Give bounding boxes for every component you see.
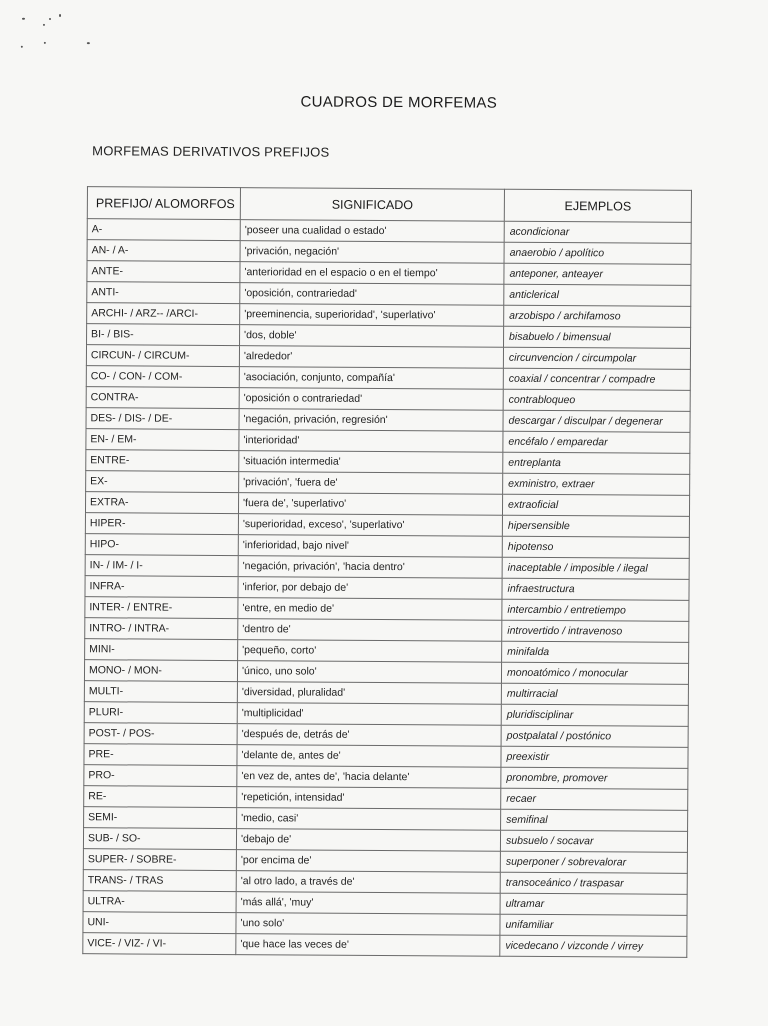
ejemplos-cell: intercambio / entretiempo <box>502 599 689 621</box>
ejemplos-cell: recaer <box>501 788 688 810</box>
ejemplos-cell: encéfalo / emparedar <box>503 431 690 453</box>
prefijo-cell: RE- <box>84 786 237 808</box>
prefijo-cell: TRANS- / TRAS <box>83 870 236 892</box>
significado-cell: 'anterioridad en el espacio o en el tiempo' <box>240 262 504 285</box>
significado-cell: 'al otro lado, a través de' <box>236 871 500 894</box>
prefijo-cell: ANTI- <box>87 282 240 304</box>
ejemplos-cell: transoceánico / traspasar <box>500 872 687 894</box>
prefijo-cell: CO- / CON- / COM- <box>86 366 239 388</box>
ejemplos-cell: anticlerical <box>504 284 691 306</box>
ejemplos-cell: infraestructura <box>502 578 689 600</box>
prefijo-cell: SUB- / SO- <box>83 828 236 850</box>
ejemplos-cell: superponer / sobrevalorar <box>500 851 687 873</box>
ejemplos-cell: ultramar <box>500 893 687 915</box>
significado-cell: 'preeminencia, superioridad', 'superlativo' <box>240 304 504 327</box>
prefijo-cell: INTER- / ENTRE- <box>85 597 238 619</box>
ejemplos-cell: vicedecano / vizconde / virrey <box>500 935 687 957</box>
prefijo-cell: VICE- / VIZ- / VI- <box>83 933 236 955</box>
ejemplos-cell: postpalatal / postónico <box>501 725 688 747</box>
prefijo-cell: IN- / IM- / I- <box>85 555 238 577</box>
significado-cell: 'único, uno solo' <box>237 661 501 684</box>
significado-cell: 'fuera de', 'superlativo' <box>238 493 502 516</box>
prefijo-cell: CONTRA- <box>86 387 239 409</box>
prefijo-cell: POST- / POS- <box>84 723 237 745</box>
ejemplos-cell: unifamiliar <box>500 914 687 936</box>
significado-cell: 'oposición o contrariedad' <box>239 388 503 411</box>
significado-cell: 'superioridad, exceso', 'superlativo' <box>238 514 502 537</box>
prefijo-cell: DES- / DIS- / DE- <box>86 408 239 430</box>
significado-cell: 'situación intermedia' <box>239 451 503 474</box>
significado-cell: 'debajo de' <box>236 829 500 852</box>
prefijo-cell: BI- / BIS- <box>87 324 240 346</box>
ejemplos-cell: extraoficial <box>502 494 689 516</box>
ejemplos-cell: entreplanta <box>503 452 690 474</box>
significado-cell: 'poseer una cualidad o estado' <box>240 220 504 243</box>
document-subtitle: MORFEMAS DERIVATIVOS PREFIJOS <box>92 143 330 160</box>
prefijo-cell: ARCHI- / ARZ-- /ARCI- <box>87 303 240 325</box>
table-header-row <box>87 187 691 223</box>
prefijo-cell: EXTRA- <box>85 492 238 514</box>
table-body <box>83 219 691 958</box>
prefijo-cell: ANTE- <box>87 261 240 283</box>
significado-cell: 'multiplicidad' <box>237 703 501 726</box>
prefijo-cell: A- <box>87 219 240 241</box>
ejemplos-cell: multirracial <box>501 683 688 705</box>
prefijo-cell: PRO- <box>84 765 237 787</box>
ejemplos-cell: pronombre, promover <box>501 767 688 789</box>
significado-cell: 'que hace las veces de' <box>236 934 500 957</box>
ejemplos-cell: arzobispo / archifamoso <box>504 305 691 327</box>
significado-cell: 'medio, casi' <box>237 808 501 831</box>
prefijo-cell: MONO- / MON- <box>84 660 237 682</box>
significado-cell: 'diversidad, pluralidad' <box>237 682 501 705</box>
ejemplos-cell: preexistir <box>501 746 688 768</box>
prefijo-cell: INFRA- <box>85 576 238 598</box>
prefijo-cell: ULTRA- <box>83 891 236 913</box>
morpheme-table <box>82 186 692 958</box>
significado-cell: 'por encima de' <box>236 850 500 873</box>
header-ejemplos: EJEMPLOS <box>504 189 691 222</box>
significado-cell: 'delante de, antes de' <box>237 745 501 768</box>
ejemplos-cell: semifinal <box>501 809 688 831</box>
table-row <box>83 933 687 958</box>
ejemplos-cell: pluridisciplinar <box>501 704 688 726</box>
ejemplos-cell: introvertido / intravenoso <box>502 620 689 642</box>
ejemplos-cell: acondicionar <box>504 221 691 243</box>
significado-cell: 'uno solo' <box>236 913 500 936</box>
prefijo-cell: PLURI- <box>84 702 237 724</box>
prefijo-cell: HIPER- <box>85 513 238 535</box>
ejemplos-cell: inaceptable / imposible / ilegal <box>502 557 689 579</box>
ejemplos-cell: contrabloqueo <box>503 389 690 411</box>
prefijo-cell: HIPO- <box>85 534 238 556</box>
significado-cell: 'repetición, intensidad' <box>237 787 501 810</box>
significado-cell: 'asociación, conjunto, compañía' <box>239 367 503 390</box>
significado-cell: 'interioridad' <box>239 430 503 453</box>
header-significado: SIGNIFICADO <box>240 188 504 222</box>
significado-cell: 'oposición, contrariedad' <box>240 283 504 306</box>
significado-cell: 'en vez de, antes de', 'hacia delante' <box>237 766 501 789</box>
prefijo-cell: EX- <box>86 471 239 493</box>
significado-cell: 'más allá', 'muy' <box>236 892 500 915</box>
significado-cell: 'alrededor' <box>239 346 503 369</box>
ejemplos-cell: subsuelo / socavar <box>500 830 687 852</box>
prefijo-cell: MINI- <box>85 639 238 661</box>
ejemplos-cell: bisabuelo / bimensual <box>504 326 691 348</box>
ejemplos-cell: anteponer, anteayer <box>504 263 691 285</box>
significado-cell: 'después de, detrás de' <box>237 724 501 747</box>
ejemplos-cell: minifalda <box>502 641 689 663</box>
significado-cell: 'dos, doble' <box>240 325 504 348</box>
morpheme-table-container <box>82 186 691 958</box>
prefijo-cell: EN- / EM- <box>86 429 239 451</box>
significado-cell: 'privación, negación' <box>240 241 504 264</box>
ejemplos-cell: circunvencion / circumpolar <box>503 347 690 369</box>
prefijo-cell: SEMI- <box>84 807 237 829</box>
ejemplos-cell: coaxial / concentrar / compadre <box>503 368 690 390</box>
header-prefijo: PREFIJO/ ALOMORFOS <box>87 187 240 220</box>
significado-cell: 'negación, privación', 'hacia dentro' <box>238 556 502 579</box>
prefijo-cell: SUPER- / SOBRE- <box>83 849 236 871</box>
prefijo-cell: PRE- <box>84 744 237 766</box>
ejemplos-cell: hipotenso <box>502 536 689 558</box>
significado-cell: 'privación', 'fuera de' <box>239 472 503 495</box>
significado-cell: 'inferior, por debajo de' <box>238 577 502 600</box>
prefijo-cell: ENTRE- <box>86 450 239 472</box>
ejemplos-cell: anaerobio / apolítico <box>504 242 691 264</box>
prefijo-cell: AN- / A- <box>87 240 240 262</box>
significado-cell: 'pequeño, corto' <box>238 640 502 663</box>
significado-cell: 'inferioridad, bajo nivel' <box>238 535 502 558</box>
document-title: CUADROS DE MORFEMAS <box>300 93 498 112</box>
significado-cell: 'dentro de' <box>238 619 502 642</box>
prefijo-cell: INTRO- / INTRA- <box>85 618 238 640</box>
ejemplos-cell: descargar / disculpar / degenerar <box>503 410 690 432</box>
significado-cell: 'entre, en medio de' <box>238 598 502 621</box>
prefijo-cell: CIRCUN- / CIRCUM- <box>86 345 239 367</box>
ejemplos-cell: monoatómico / monocular <box>501 662 688 684</box>
prefijo-cell: UNI- <box>83 912 236 934</box>
scan-specks <box>3 0 768 2</box>
ejemplos-cell: hipersensible <box>502 515 689 537</box>
prefijo-cell: MULTI- <box>84 681 237 703</box>
significado-cell: 'negación, privación, regresión' <box>239 409 503 432</box>
ejemplos-cell: exministro, extraer <box>503 473 690 495</box>
